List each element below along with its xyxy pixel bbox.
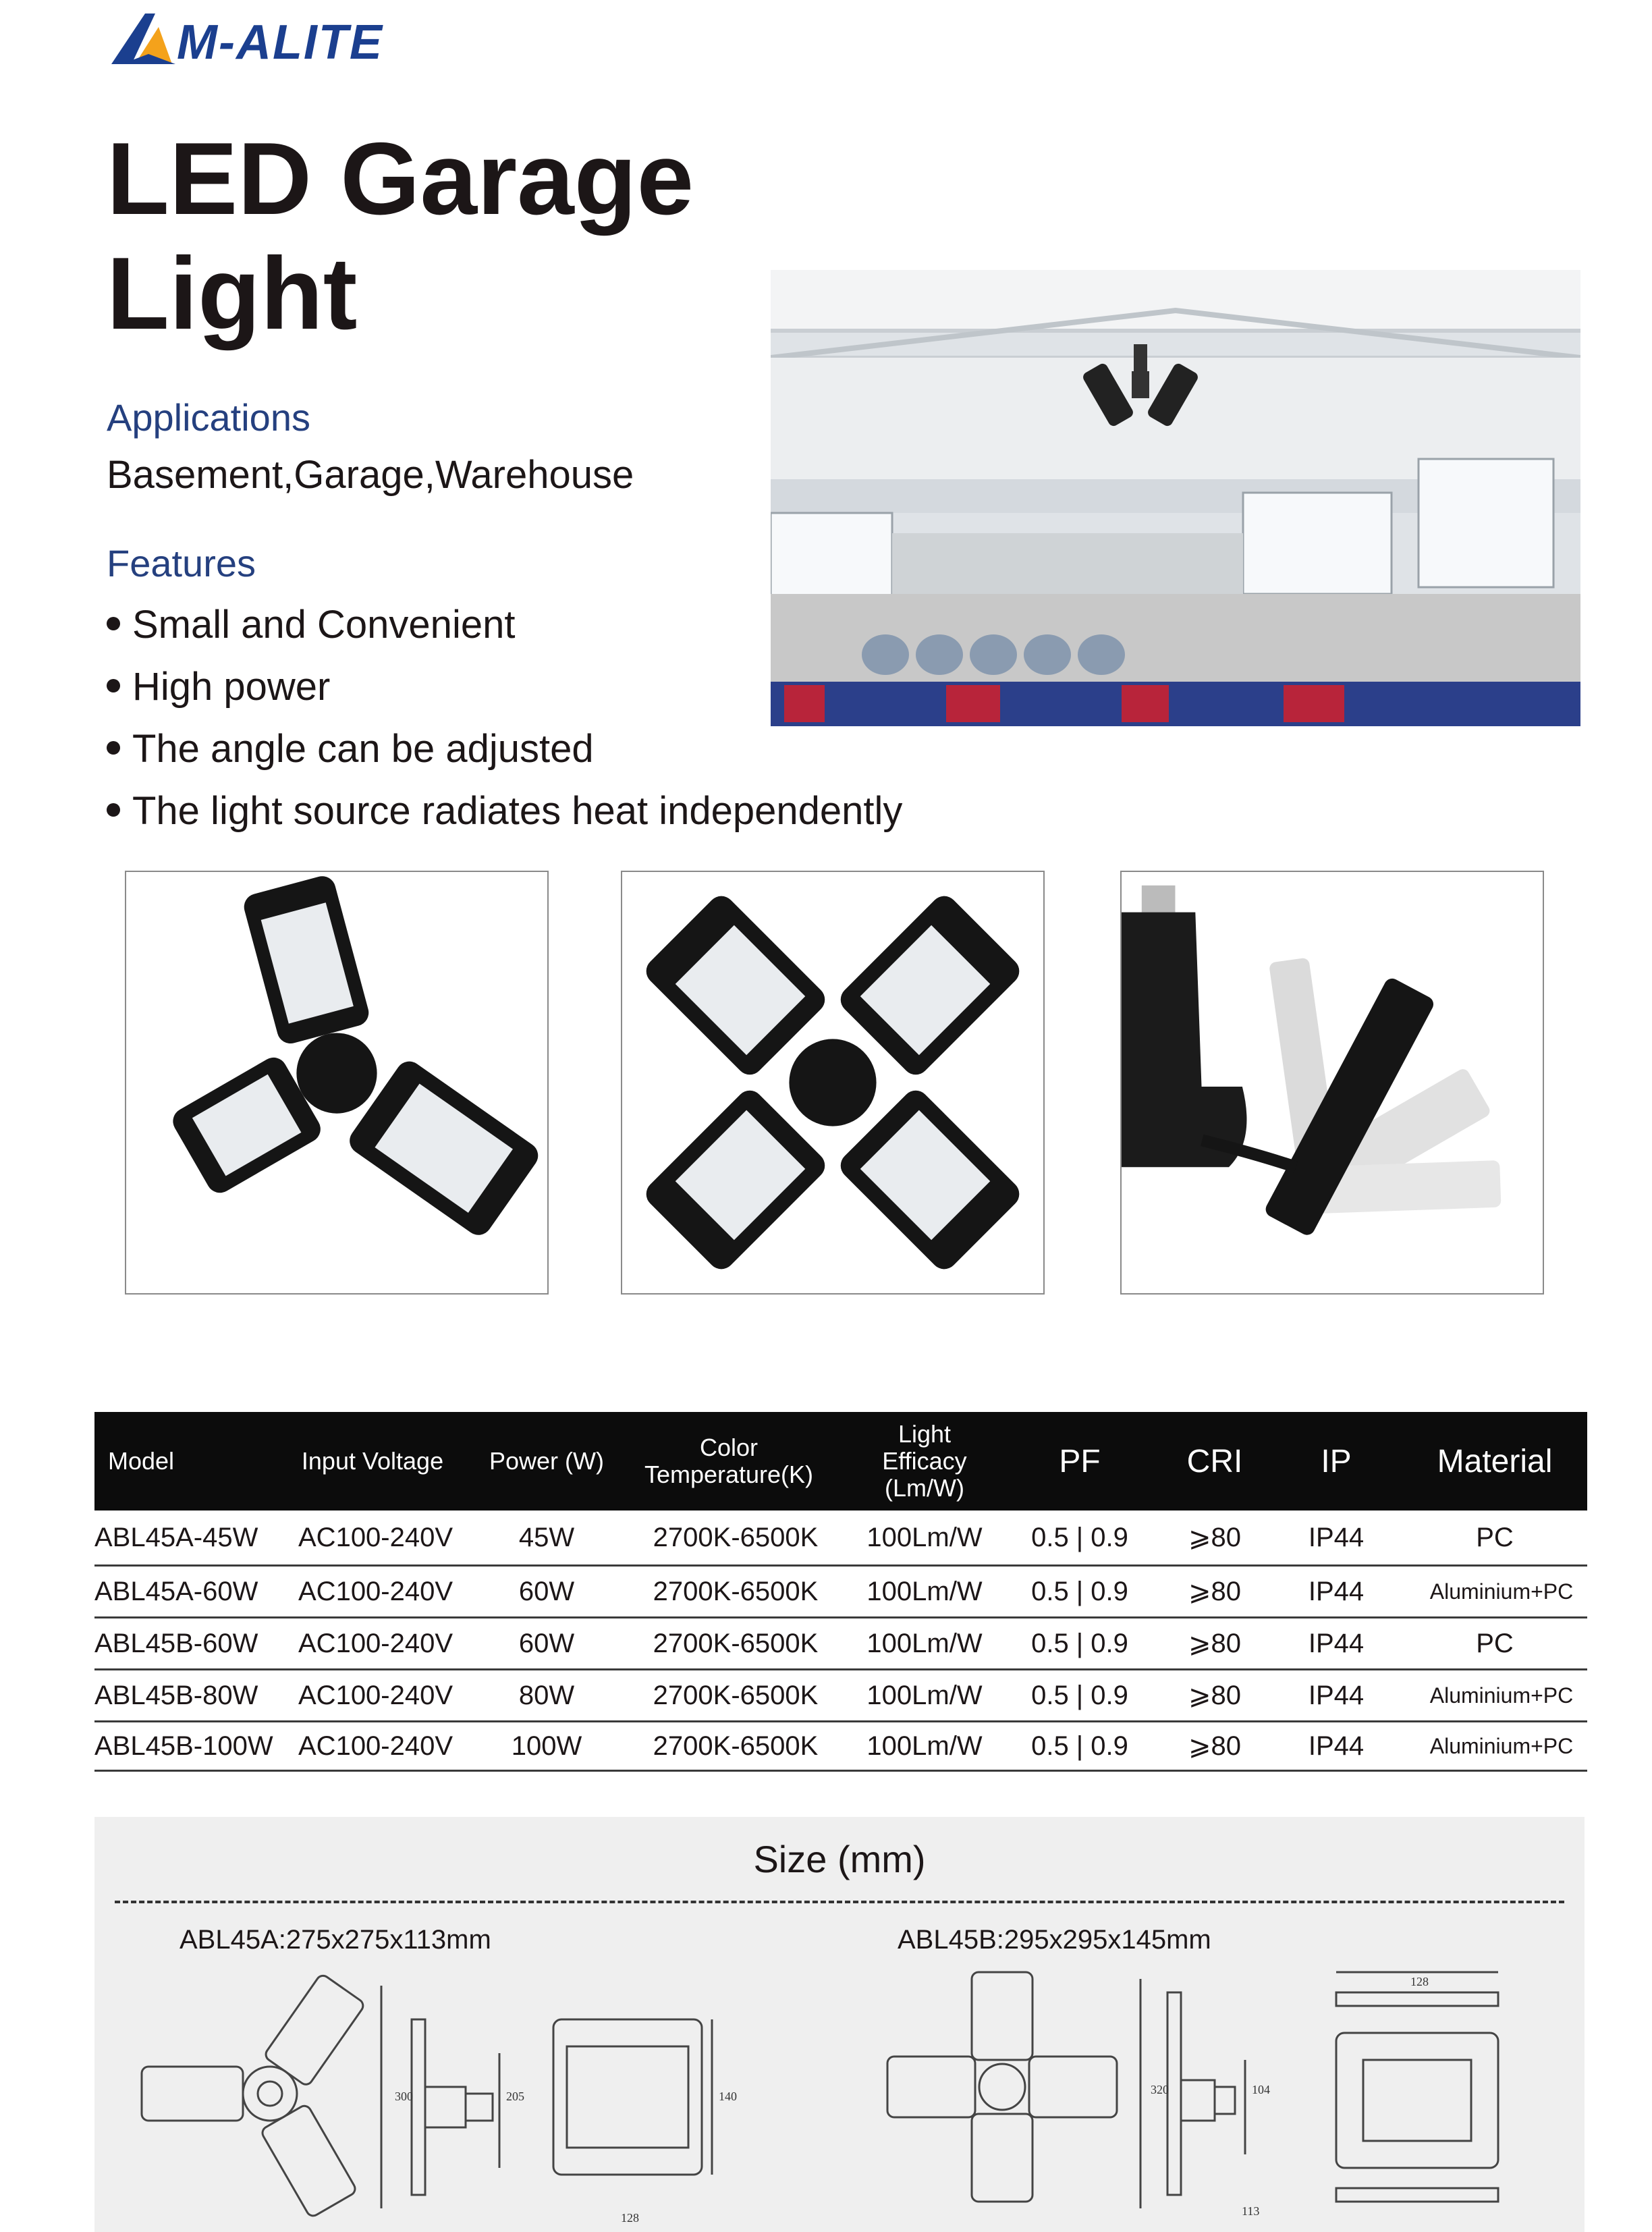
col-model: Model: [108, 1447, 175, 1475]
cell-pf: 0.5 | 0.9: [1031, 1576, 1128, 1606]
feature-text: The light source radiates heat independently: [132, 789, 903, 833]
dashed-divider: [115, 1901, 1564, 1903]
applications-text: Basement,Garage,Warehouse: [107, 453, 634, 497]
dim-a1: 300: [395, 2090, 413, 2103]
col-efficacy-line3: (Lm/W): [885, 1474, 964, 1502]
size-panel: [94, 1817, 1585, 2232]
col-cri: CRI: [1186, 1443, 1243, 1479]
feature-item: [107, 780, 902, 842]
cell-material: PC: [1476, 1628, 1514, 1658]
cell-cct: 2700K-6500K: [653, 1522, 819, 1552]
bullet-icon: [107, 679, 120, 692]
cell-efficacy: 100Lm/W: [866, 1628, 983, 1658]
col-color-temp-line1: Color: [699, 1434, 759, 1461]
col-efficacy-line1: Light: [898, 1420, 952, 1448]
col-power: Power (W): [489, 1447, 604, 1475]
col-color-temp: [641, 1412, 817, 1510]
page-title: [107, 121, 781, 351]
cell-model: ABL45A-60W: [94, 1576, 258, 1606]
features-heading: Features: [107, 542, 256, 584]
cell-efficacy: 100Lm/W: [866, 1522, 983, 1552]
cell-model: ABL45A-45W: [94, 1522, 258, 1552]
title-line-1: LED Garage: [107, 121, 694, 236]
col-material: Material: [1437, 1443, 1553, 1479]
abl45a-top-drawing: [553, 2019, 712, 2175]
cell-efficacy: 100Lm/W: [866, 1576, 983, 1606]
table-row: [94, 1618, 1587, 1670]
table-row: [94, 1510, 1587, 1567]
cell-cri: ⩾80: [1188, 1629, 1241, 1658]
product-image-three-panel: [125, 871, 549, 1295]
cell-efficacy: 100Lm/W: [866, 1680, 983, 1710]
logo-mark-icon: [108, 7, 182, 74]
cell-power: 45W: [518, 1522, 575, 1552]
cell-pf: 0.5 | 0.9: [1031, 1522, 1128, 1552]
three-panel-light-icon: [126, 872, 547, 1293]
title-line-2: Light: [107, 236, 358, 351]
cell-ip: IP44: [1308, 1576, 1365, 1606]
col-efficacy: [857, 1412, 992, 1510]
cell-material: Aluminium+PC: [1429, 1683, 1574, 1708]
dim-a4: 128: [621, 2211, 639, 2225]
abl45a-side-drawing: [412, 2019, 499, 2195]
abl45b-front-drawing: [887, 1972, 1117, 2202]
cell-pf: 0.5 | 0.9: [1031, 1731, 1128, 1761]
dim-b3: 128: [1410, 1975, 1429, 1988]
cell-voltage: AC100-240V: [298, 1628, 453, 1658]
cell-cct: 2700K-6500K: [653, 1628, 819, 1658]
cell-power: 80W: [518, 1680, 575, 1710]
dim-b1: 320: [1151, 2083, 1169, 2096]
size-label-abl45a: ABL45A:275x275x113mm: [180, 1925, 491, 1955]
side-view-light-icon: [1122, 872, 1543, 1293]
bullet-icon: [107, 617, 120, 630]
size-label-abl45b: ABL45B:295x295x145mm: [898, 1925, 1211, 1955]
cell-cri: ⩾80: [1188, 1681, 1241, 1710]
cell-voltage: AC100-240V: [298, 1576, 453, 1606]
bullet-icon: [107, 803, 120, 817]
abl45b-side-drawing: [1167, 1992, 1245, 2195]
cell-cri: ⩾80: [1188, 1577, 1241, 1606]
feature-text: Small and Convenient: [132, 603, 516, 647]
cell-cct: 2700K-6500K: [653, 1680, 819, 1710]
cell-pf: 0.5 | 0.9: [1031, 1680, 1128, 1710]
dim-a2: 205: [506, 2090, 524, 2103]
cell-pf: 0.5 | 0.9: [1031, 1628, 1128, 1658]
cell-ip: IP44: [1308, 1731, 1365, 1761]
feature-item: [107, 718, 902, 780]
cell-ip: IP44: [1308, 1680, 1365, 1710]
cell-voltage: AC100-240V: [298, 1680, 453, 1710]
dim-b4: 113: [1242, 2204, 1260, 2218]
col-color-temp-line2: Temperature(K): [644, 1461, 814, 1488]
product-image-four-panel: [621, 871, 1045, 1295]
bullet-icon: [107, 741, 120, 755]
dimension-drawings: [94, 1965, 1585, 2232]
table-row: [94, 1567, 1587, 1618]
col-input-voltage: Input Voltage: [301, 1447, 444, 1475]
cell-cct: 2700K-6500K: [653, 1576, 819, 1606]
cell-ip: IP44: [1308, 1628, 1365, 1658]
cell-cct: 2700K-6500K: [653, 1731, 819, 1761]
col-ip: IP: [1321, 1443, 1352, 1479]
cell-cri: ⩾80: [1188, 1523, 1241, 1552]
abl45b-top-drawing: [1336, 1972, 1498, 2202]
feature-text: High power: [132, 665, 331, 709]
cell-model: ABL45B-80W: [94, 1680, 258, 1710]
col-pf: PF: [1059, 1443, 1101, 1479]
cell-efficacy: 100Lm/W: [866, 1731, 983, 1761]
cell-voltage: AC100-240V: [298, 1522, 453, 1552]
cell-ip: IP44: [1308, 1522, 1365, 1552]
col-efficacy-line2: Efficacy: [882, 1447, 967, 1475]
cell-model: ABL45B-100W: [94, 1731, 273, 1761]
cell-voltage: AC100-240V: [298, 1731, 453, 1761]
cell-model: ABL45B-60W: [94, 1628, 258, 1658]
warehouse-illustration: [771, 270, 1580, 726]
spec-table: [94, 1412, 1587, 1772]
product-image-side-view: [1120, 871, 1544, 1295]
table-row: [94, 1670, 1587, 1722]
cell-material: PC: [1476, 1522, 1514, 1552]
size-title: Size (mm): [753, 1838, 926, 1880]
applications-heading: Applications: [107, 396, 310, 439]
dim-a3: 140: [719, 2090, 737, 2103]
warehouse-photo: [771, 270, 1580, 726]
cell-material: Aluminium+PC: [1429, 1733, 1574, 1758]
feature-text: The angle can be adjusted: [132, 727, 594, 771]
cell-power: 100W: [511, 1731, 582, 1761]
cell-material: Aluminium+PC: [1429, 1579, 1574, 1604]
four-panel-light-icon: [622, 872, 1043, 1293]
abl45a-front-drawing: [142, 1973, 366, 2218]
cell-power: 60W: [518, 1628, 575, 1658]
cell-power: 60W: [518, 1576, 575, 1606]
brand-logo: [108, 7, 425, 74]
brand-name: M-ALITE: [177, 16, 383, 70]
table-row: [94, 1722, 1587, 1772]
dim-b2: 104: [1252, 2083, 1270, 2096]
cell-cri: ⩾80: [1188, 1731, 1241, 1761]
table-header: [94, 1412, 1587, 1510]
